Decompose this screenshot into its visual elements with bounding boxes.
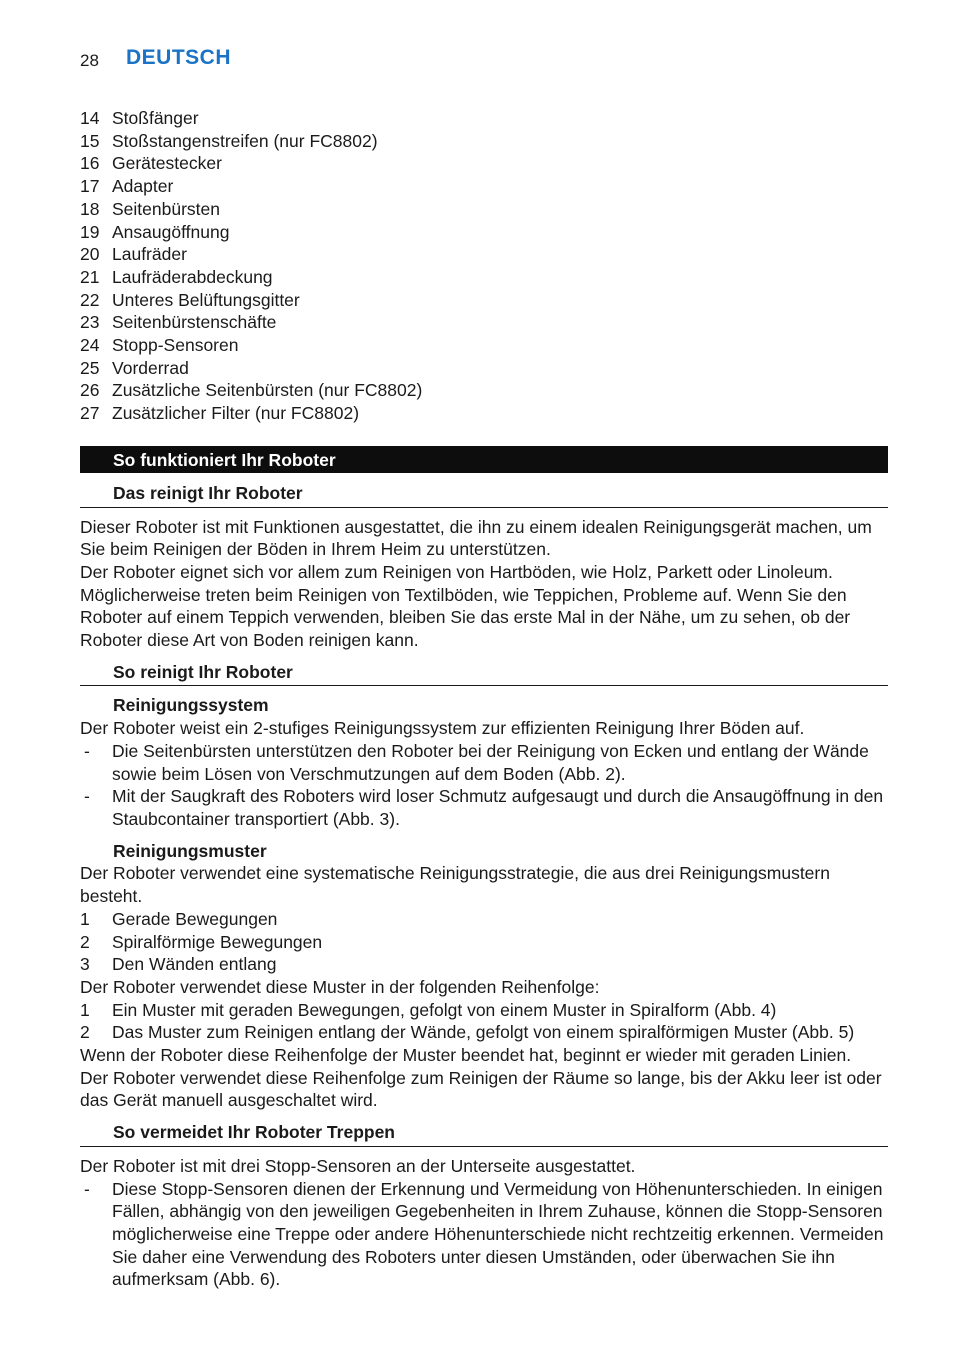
numbered-item <box>80 1021 888 1044</box>
parts-list-item <box>80 130 888 153</box>
parts-list-item-marker: 23 <box>80 312 100 333</box>
paragraph: Der Roboter verwendet diese Reihenfolge zum Reinigen der Räume so lange, bis der Akku leer ist oder das Gerät manuell ausgeschaltet wird. <box>80 1067 882 1111</box>
numbered-item-marker: 2 <box>80 1022 90 1043</box>
parts-list-item <box>80 266 888 289</box>
pattern-list <box>80 908 888 976</box>
parts-list-item <box>80 334 888 357</box>
bullet-item <box>80 740 888 785</box>
bullet-item <box>80 785 888 830</box>
paragraph: Der Roboter verwendet eine systematische Reinigungsstrategie, die aus drei Reinigungsmustern besteht. <box>80 863 830 907</box>
bullet-item <box>80 1178 888 1292</box>
bullet-item-marker: - <box>84 740 90 761</box>
parts-list-item <box>80 311 888 334</box>
parts-list-item-text: Unteres Belüftungsgitter <box>112 289 300 310</box>
stairs-list <box>80 1178 888 1292</box>
parts-list-item-text: Zusätzlicher Filter (nur FC8802) <box>112 403 360 424</box>
parts-list-item-marker: 22 <box>80 289 100 310</box>
paragraph: Der Roboter eignet sich vor allem zum Reinigen von Hartböden, wie Holz, Parkett oder Linoleum. Möglicherweise treten beim Reinigen von Textilböden, wie Teppichen, Probleme auf. Wenn Sie den Roboter auf einem Teppich verwenden, bleiben Sie das erste Mal in der Nähe, um zu sehen, ob der Roboter diese Art von Boden reinigen kann. <box>80 561 851 651</box>
parts-list-item <box>80 152 888 175</box>
parts-list-item-text: Stopp-Sensoren <box>112 335 239 356</box>
bullet-item-text: Mit der Saugkraft des Roboters wird loser Schmutz aufgesaugt und durch die Ansaugöffnung in den Staubcontainer transportiert (Abb. 3). <box>112 786 884 829</box>
parts-list-item <box>80 243 888 266</box>
parts-list-item-text: Zusätzliche Seitenbürsten (nur FC8802) <box>112 380 423 401</box>
parts-list-item-marker: 25 <box>80 357 100 378</box>
parts-list-item <box>80 221 888 244</box>
minor-heading-system: Reinigungssystem <box>113 695 269 716</box>
numbered-item <box>80 931 888 954</box>
parts-list-item-marker: 15 <box>80 130 100 151</box>
numbered-item-text: Spiralförmige Bewegungen <box>112 931 323 952</box>
numbered-item-text: Den Wänden entlang <box>112 954 277 975</box>
parts-list-item-text: Stoßstangenstreifen (nur FC8802) <box>112 130 378 151</box>
parts-list-item <box>80 175 888 198</box>
numbered-item-marker: 1 <box>80 908 90 929</box>
parts-list-item-text: Adapter <box>112 176 174 197</box>
parts-list-item-marker: 24 <box>80 335 100 356</box>
parts-list-item <box>80 357 888 380</box>
parts-list-item-marker: 27 <box>80 403 100 424</box>
paragraph: Der Roboter weist ein 2-stufiges Reinigungssystem zur effizienten Reinigung Ihrer Böden auf. <box>80 718 805 739</box>
bullet-item-text: Diese Stopp-Sensoren dienen der Erkennung und Vermeidung von Höhenunterschieden. In einigen Fällen, abhängig von den jeweiligen Gegebenheiten in Ihrem Zuhause, können die Stopp-Sensoren möglicherweise eine Treppe oder andere Höhenunterschiede nicht rechtzeitig erkennen. Vermeiden Sie daher eine Verwendung des Roboters unter diesen Umständen, oder überwachen Sie ihn aufmerksam (Abb. 6). <box>112 1178 884 1290</box>
bullet-item-marker: - <box>84 786 90 807</box>
parts-list-item-marker: 21 <box>80 266 100 287</box>
page-content <box>80 107 888 1291</box>
parts-list-item <box>80 379 888 402</box>
page-number: 28 <box>80 51 99 70</box>
parts-list-item-marker: 17 <box>80 176 100 197</box>
parts-list-item-marker: 20 <box>80 244 100 265</box>
numbered-item-marker: 2 <box>80 931 90 952</box>
parts-list-item-text: Seitenbürstenschäfte <box>112 312 277 333</box>
parts-list-item <box>80 107 888 130</box>
language-heading: DEUTSCH <box>126 46 232 69</box>
paragraph: Der Roboter ist mit drei Stopp-Sensoren an der Unterseite ausgestattet. <box>80 1155 636 1176</box>
subheading-how: So reinigt Ihr Roboter <box>80 661 888 687</box>
order-list <box>80 999 888 1044</box>
numbered-item <box>80 908 888 931</box>
numbered-item <box>80 999 888 1022</box>
parts-list-item <box>80 289 888 312</box>
parts-list <box>80 107 888 425</box>
numbered-item-marker: 3 <box>80 954 90 975</box>
numbered-item-marker: 1 <box>80 999 90 1020</box>
parts-list-item <box>80 198 888 221</box>
minor-heading-pattern: Reinigungsmuster <box>113 840 267 861</box>
parts-list-item-marker: 19 <box>80 221 100 242</box>
bullet-item-text: Die Seitenbürsten unterstützen den Roboter bei der Reinigung von Ecken und entlang der Wände sowie beim Lösen von Verschmutzungen auf dem Boden (Abb. 2). <box>112 740 869 784</box>
parts-list-item-text: Vorderrad <box>112 357 189 378</box>
paragraph: Wenn der Roboter diese Reihenfolge der Muster beendet hat, beginnt er wieder mit geraden Linien. <box>80 1045 852 1066</box>
subheading-cleans: Das reinigt Ihr Roboter <box>80 482 888 508</box>
parts-list-item-marker: 26 <box>80 380 100 401</box>
parts-list-item <box>80 402 888 425</box>
parts-list-item-text: Ansaugöffnung <box>112 221 230 242</box>
numbered-item <box>80 953 888 976</box>
section-title: So funktioniert Ihr Roboter <box>80 446 888 473</box>
parts-list-item-text: Gerätestecker <box>112 153 222 174</box>
parts-list-item-text: Laufräder <box>112 244 187 265</box>
parts-list-item-marker: 18 <box>80 198 100 219</box>
numbered-item-text: Das Muster zum Reinigen entlang der Wände, gefolgt von einem spiralförmigen Muster (Abb. 5) <box>112 1022 855 1043</box>
subheading-stairs: So vermeidet Ihr Roboter Treppen <box>80 1121 888 1147</box>
parts-list-item-marker: 14 <box>80 108 100 128</box>
numbered-item-text: Ein Muster mit geraden Bewegungen, gefolgt von einem Muster in Spiralform (Abb. 4) <box>112 999 777 1020</box>
parts-list-item-marker: 16 <box>80 153 100 174</box>
parts-list-item-text: Seitenbürsten <box>112 198 220 219</box>
paragraph: Der Roboter verwendet diese Muster in der folgenden Reihenfolge: <box>80 976 600 997</box>
system-list <box>80 740 888 831</box>
numbered-item-text: Gerade Bewegungen <box>112 908 278 929</box>
paragraph: Dieser Roboter ist mit Funktionen ausgestattet, die ihn zu einem idealen Reinigungsgerät machen, um Sie beim Reinigen der Böden in Ihrem Heim zu unterstützen. <box>80 516 872 560</box>
parts-list-item-text: Stoßfänger <box>112 108 199 128</box>
parts-list-item-text: Laufräderabdeckung <box>112 266 273 287</box>
bullet-item-marker: - <box>84 1178 90 1199</box>
